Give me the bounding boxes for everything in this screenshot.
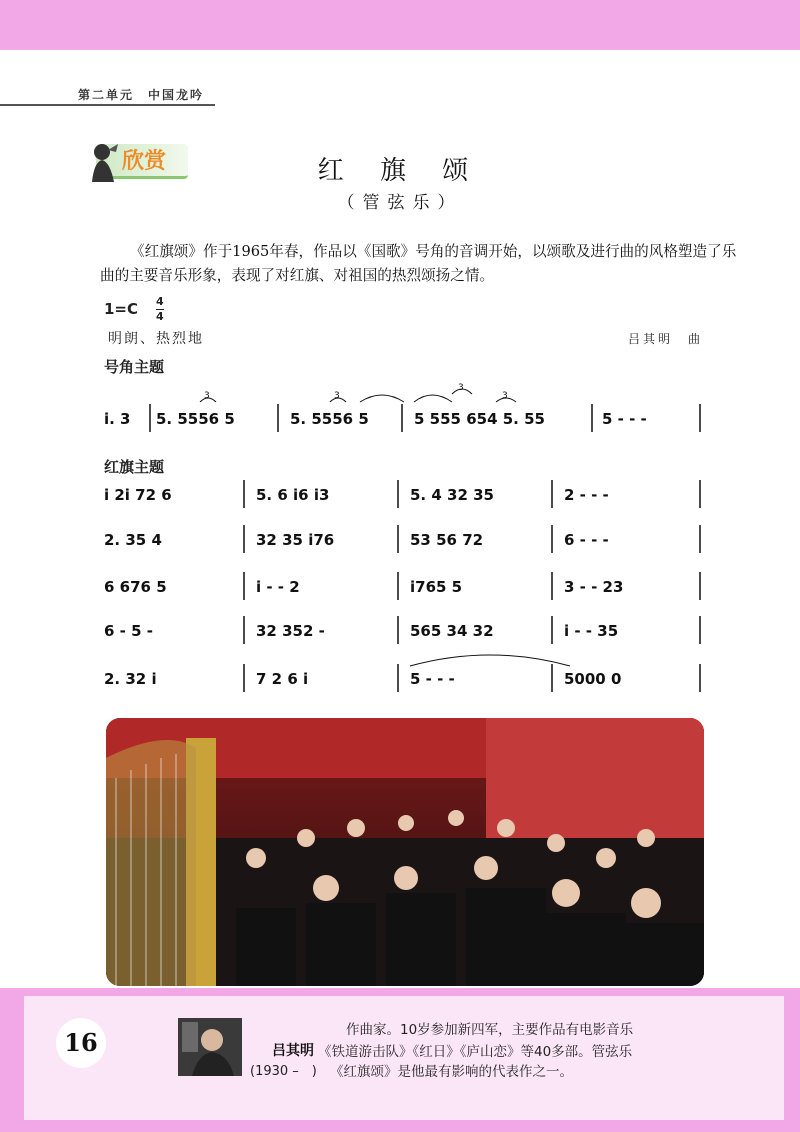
key-signature: 1=C xyxy=(104,300,139,318)
flag-measure: 565 34 32 xyxy=(410,622,494,640)
piece-subtitle: （管弦乐） xyxy=(337,193,463,213)
flag-theme-row-1 xyxy=(104,480,700,508)
flag-measure: 5000 0 xyxy=(564,670,622,688)
flag-measure: 5. 6 i6 i3 xyxy=(256,486,330,504)
time-sig-bottom: 4 xyxy=(156,310,164,323)
triplet-mark: 3 xyxy=(502,391,508,401)
flag-measure: i - - 35 xyxy=(564,622,619,640)
flag-measure: 5. 4 32 35 xyxy=(410,486,494,504)
intro-paragraph: 《红旗颂》作于1965年春，作品以《国歌》号角的音调开始，以颂歌及进行曲的风格塑造了乐曲的主要音乐形象，表现了对红旗、对祖国的热烈颂扬之情。 xyxy=(100,243,737,284)
flag-theme-row-2 xyxy=(104,525,700,553)
flag-measure: 2. 35 4 xyxy=(104,531,162,549)
flag-measure: i765 5 xyxy=(410,578,463,596)
orchestra-scene xyxy=(106,718,704,986)
flag-measure: 53 56 72 xyxy=(410,531,484,549)
flag-measure: 2. 32 i xyxy=(104,670,157,688)
orchestra-photo xyxy=(106,718,704,986)
flag-measure: 7 2 6 i xyxy=(256,670,309,688)
horn-theme-row xyxy=(104,383,700,432)
tie xyxy=(410,655,570,666)
tie xyxy=(414,395,452,402)
horn-theme-label: 号角主题 xyxy=(104,358,165,376)
triplet-mark: 3 xyxy=(334,391,340,401)
tempo-marking: 明朗、热烈地 xyxy=(108,331,204,347)
horn-measure-3: 5. 5556 5 xyxy=(290,410,369,428)
triplet-mark: 3 xyxy=(458,383,464,393)
flag-measure: i 2i 72 6 xyxy=(104,486,172,504)
horn-measure-1: i. 3 xyxy=(104,410,131,428)
time-sig-top: 4 xyxy=(156,295,164,308)
badge-label: 欣赏 xyxy=(122,148,167,174)
flag-theme-row-3 xyxy=(104,572,700,600)
bio-line-3: 《红旗颂》是他最有影响的代表作之一。 xyxy=(330,1064,573,1080)
flag-measure: 5 - - - xyxy=(410,670,455,688)
flag-measure: 6 - - - xyxy=(564,531,609,549)
flag-theme-row-4 xyxy=(104,616,700,644)
bio-line-1: 作曲家。10岁参加新四军，主要作品有电影音乐 xyxy=(346,1022,634,1038)
page-number: 16 xyxy=(56,1018,106,1068)
composer-credit: 吕其明 曲 xyxy=(628,332,704,346)
unit-header: 第二单元 中国龙吟 xyxy=(78,88,205,102)
flag-theme-row-5 xyxy=(104,655,700,692)
tie xyxy=(360,395,404,402)
flag-measure: 6 - 5 - xyxy=(104,622,153,640)
flag-theme-label: 红旗主题 xyxy=(104,458,165,476)
flag-measure: 3 - - 23 xyxy=(564,578,624,596)
horn-measure-2: 5. 5556 5 xyxy=(156,410,235,428)
flag-measure: 32 35 i76 xyxy=(256,531,335,549)
horn-measure-5: 5 - - - xyxy=(602,410,647,428)
horn-measure-4: 5 555 654 5. 55 xyxy=(414,410,545,428)
composer-portrait xyxy=(178,1018,242,1076)
flag-measure: 6 676 5 xyxy=(104,578,167,596)
bio-line-2: 《铁道游击队》《红日》《庐山恋》等40多部。管弦乐 xyxy=(318,1044,633,1060)
triplet-mark: 3 xyxy=(204,391,210,401)
flag-measure: 32 352 - xyxy=(256,622,325,640)
composer-years: (1930 – ) xyxy=(250,1064,317,1079)
piece-title: 红 旗 颂 xyxy=(317,156,483,186)
composer-name: 吕其明 xyxy=(272,1043,314,1059)
flag-measure: 2 - - - xyxy=(564,486,609,504)
flag-measure: i - - 2 xyxy=(256,578,300,596)
